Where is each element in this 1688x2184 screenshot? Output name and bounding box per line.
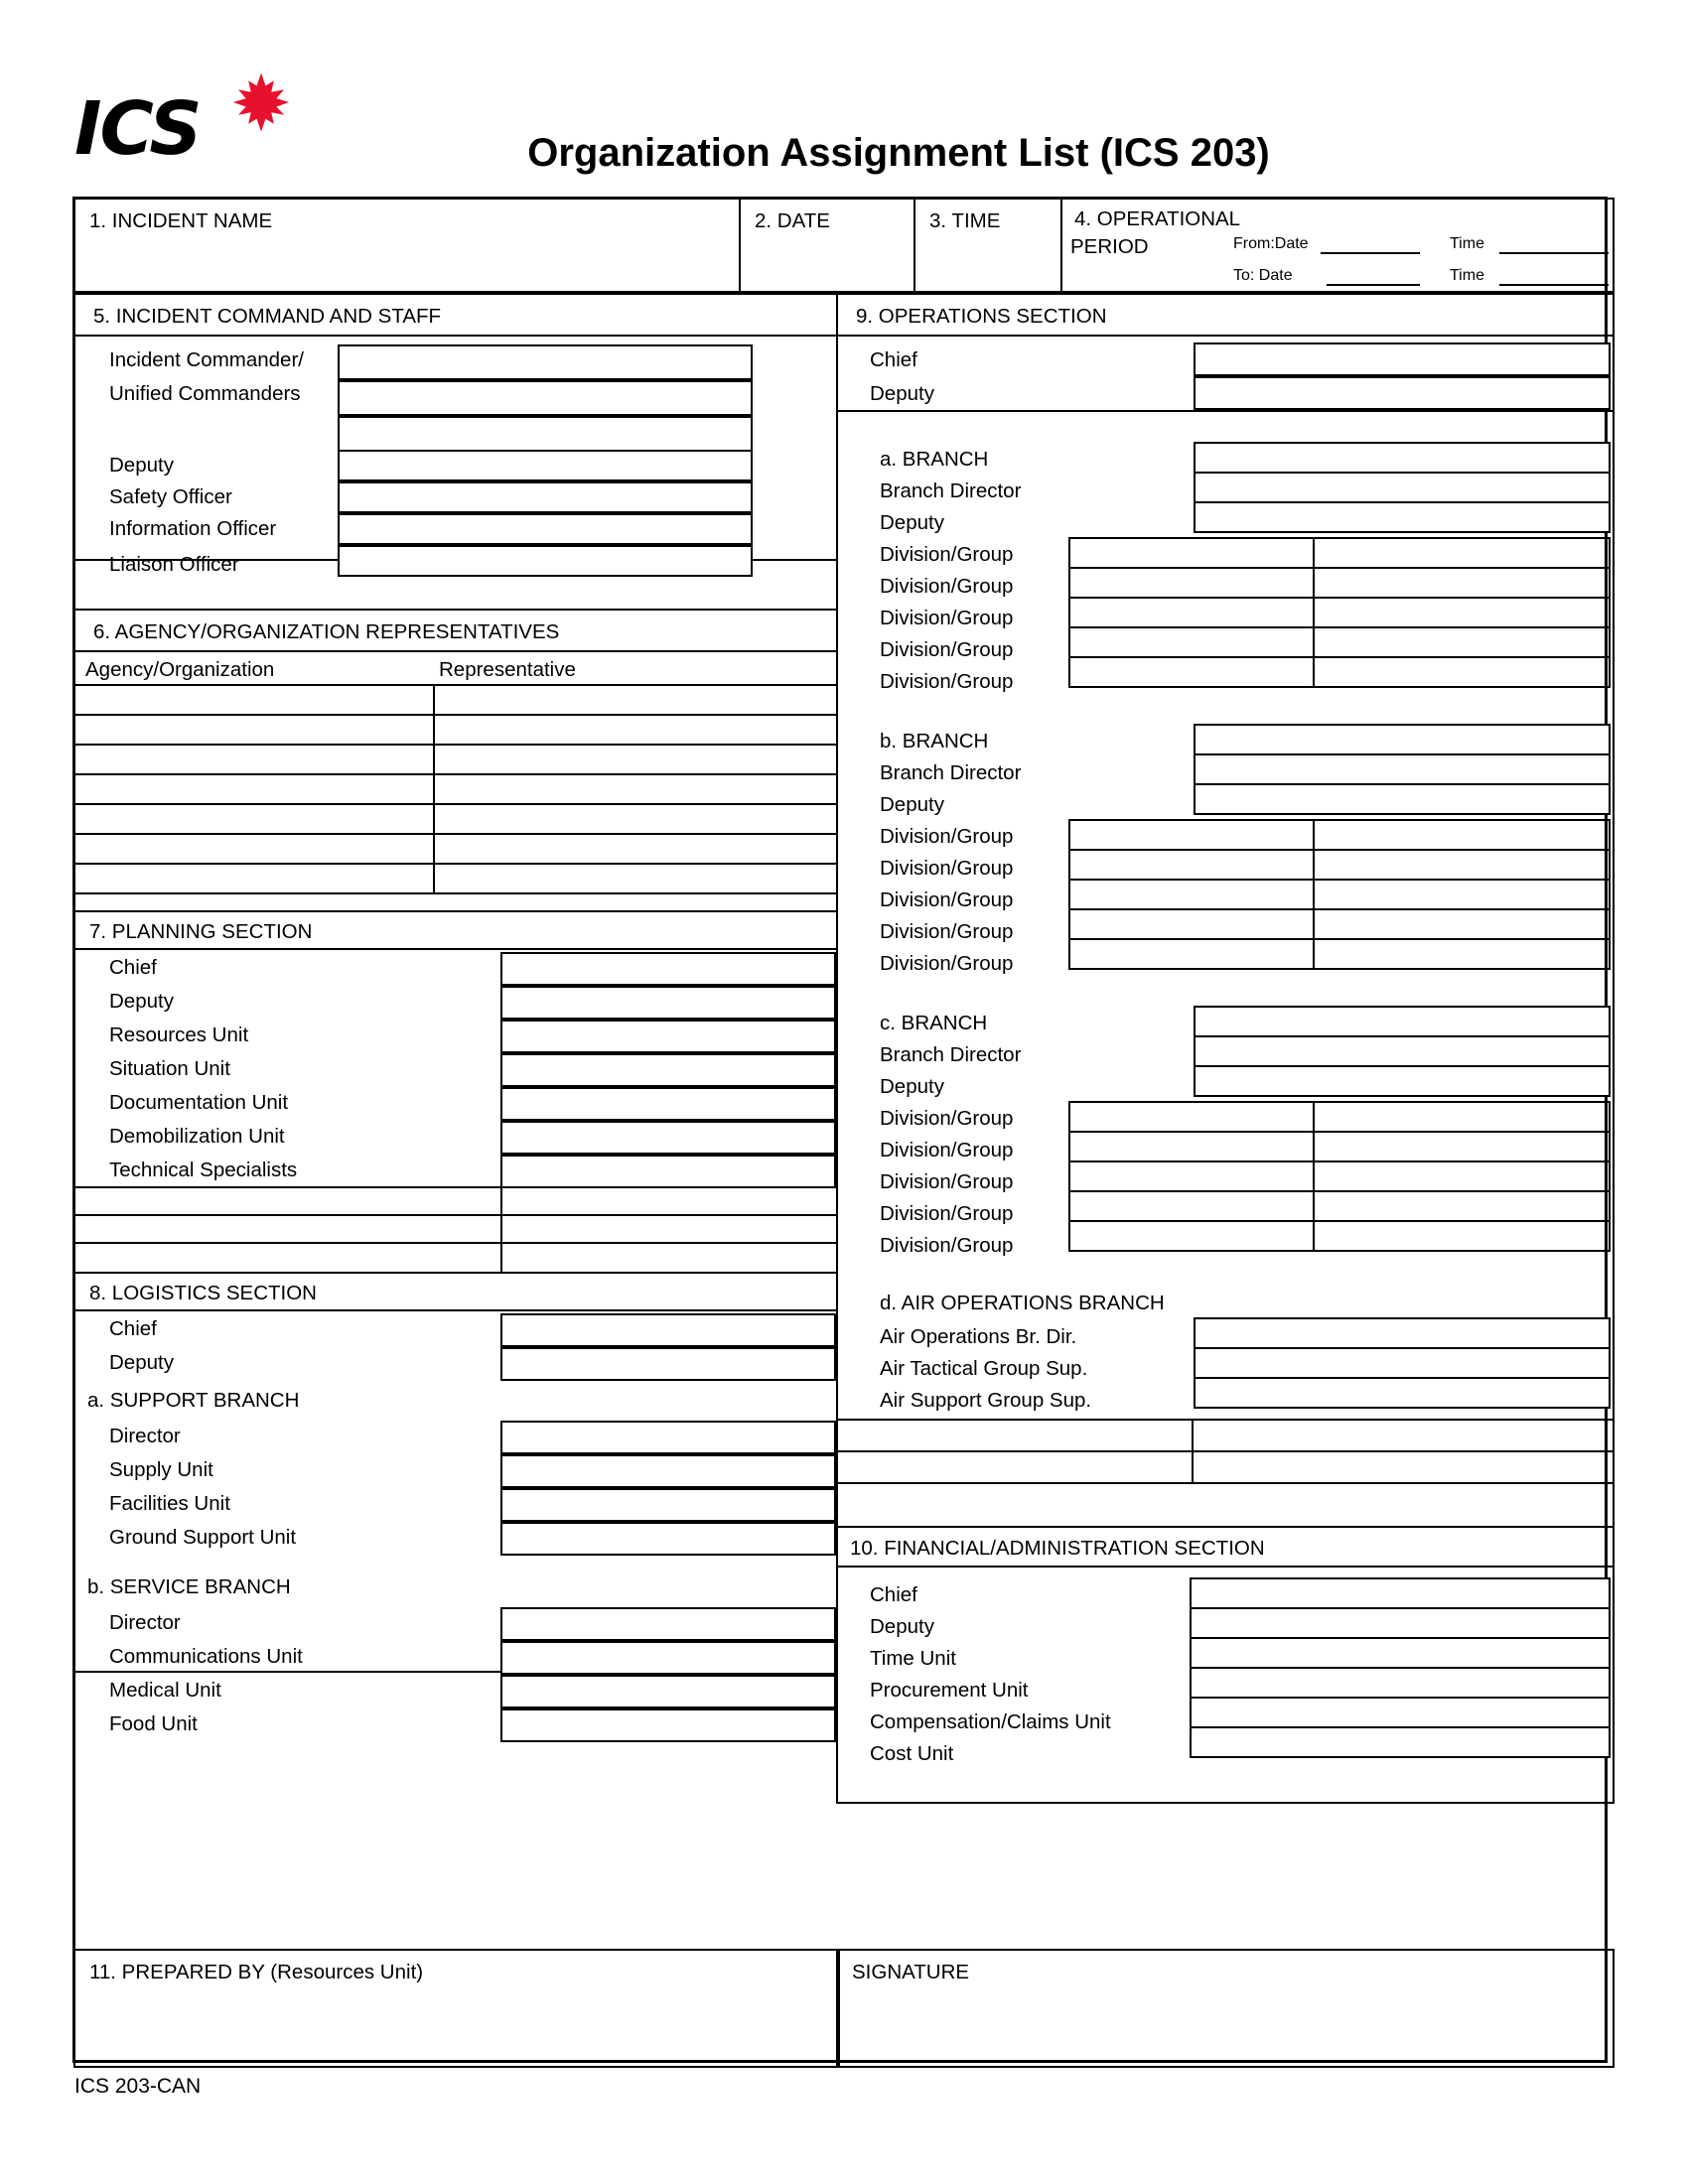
input-branch-b-name[interactable] — [1194, 724, 1611, 755]
section-7-heading: 7. PLANNING SECTION — [89, 920, 313, 943]
section-7-heading-box — [73, 910, 838, 950]
time-label: 3. TIME — [929, 209, 1001, 232]
operational-period-label: 4. OPERATIONAL — [1074, 207, 1241, 230]
input-branch-a-div-2-value[interactable] — [1313, 567, 1611, 599]
input-branch-c-div-1-name[interactable] — [1068, 1101, 1315, 1133]
to-date-input[interactable] — [1327, 284, 1420, 286]
section-9-body — [836, 337, 1615, 1528]
form-frame — [72, 197, 1608, 2063]
cell-rep-5[interactable] — [433, 803, 838, 835]
row-label-branch-b-div-4: Division/Group — [880, 920, 1014, 943]
input-branch-c-div-2-name[interactable] — [1068, 1131, 1315, 1162]
row-label-support-director: Director — [109, 1425, 181, 1447]
cell-planning-blank-value-1[interactable] — [500, 1186, 838, 1216]
date-label: 2. DATE — [755, 209, 830, 232]
input-air-ops-director[interactable] — [1194, 1317, 1611, 1349]
input-air-tactical-group-sup[interactable] — [1194, 1347, 1611, 1379]
row-label-branch-a-deputy: Deputy — [880, 511, 944, 534]
cell-agency-7[interactable] — [73, 863, 435, 894]
input-communications-unit[interactable] — [500, 1641, 836, 1675]
input-branch-b-div-1-name[interactable] — [1068, 819, 1315, 851]
input-branch-c-div-3-value[interactable] — [1313, 1160, 1611, 1192]
row-label-situation-unit: Situation Unit — [109, 1057, 230, 1080]
row-label-branch-a-div-2: Division/Group — [880, 575, 1014, 598]
field-incident-name[interactable] — [73, 198, 741, 293]
ops-divider-1 — [836, 410, 1615, 442]
prepared-by-label: 11. PREPARED BY (Resources Unit) — [89, 1961, 424, 1983]
row-label-resources-unit: Resources Unit — [109, 1024, 249, 1046]
input-branch-b-div-3-value[interactable] — [1313, 879, 1611, 910]
input-food-unit[interactable] — [500, 1708, 836, 1742]
row-label-finance-deputy: Deputy — [870, 1615, 934, 1638]
input-service-director[interactable] — [500, 1607, 836, 1641]
row-label-ops-deputy: Deputy — [870, 382, 934, 405]
row-label-supply-unit: Supply Unit — [109, 1458, 213, 1481]
input-branch-a-div-3-name[interactable] — [1068, 597, 1315, 628]
row-label-logistics-chief: Chief — [109, 1317, 157, 1340]
row-label-compensation-claims-unit: Compensation/Claims Unit — [870, 1710, 1111, 1733]
input-branch-c-div-2-value[interactable] — [1313, 1131, 1611, 1162]
input-ground-support-unit[interactable] — [500, 1522, 836, 1556]
cell-planning-blank-value-2[interactable] — [500, 1214, 838, 1244]
air-operations-branch-heading: d. AIR OPERATIONS BRANCH — [880, 1292, 1165, 1314]
signature-label: SIGNATURE — [852, 1961, 970, 1983]
to-date-label: To: Date — [1233, 267, 1293, 284]
row-label-ground-support-unit: Ground Support Unit — [109, 1526, 297, 1549]
input-branch-a-name[interactable] — [1194, 442, 1611, 474]
input-branch-b-director[interactable] — [1194, 753, 1611, 785]
row-label-branch-a-div-3: Division/Group — [880, 607, 1014, 629]
input-ops-chief[interactable] — [1194, 342, 1611, 376]
row-label-time-unit: Time Unit — [870, 1647, 956, 1670]
row-label-food-unit: Food Unit — [109, 1712, 198, 1735]
input-branch-b-div-4-value[interactable] — [1313, 908, 1611, 940]
input-documentation-unit[interactable] — [500, 1087, 836, 1121]
row-label-demobilization-unit: Demobilization Unit — [109, 1125, 285, 1148]
row-label-branch-b-div-5: Division/Group — [880, 952, 1014, 975]
section-9-heading-box — [836, 293, 1615, 337]
input-branch-c-deputy[interactable] — [1194, 1065, 1611, 1097]
cell-air-blank-value-1[interactable] — [1192, 1419, 1615, 1452]
input-branch-a-div-5-value[interactable] — [1313, 656, 1611, 688]
input-branch-a-div-1-name[interactable] — [1068, 537, 1315, 569]
to-time-input[interactable] — [1499, 284, 1609, 286]
input-incident-commander-2[interactable] — [338, 380, 753, 416]
input-logistics-deputy[interactable] — [500, 1347, 836, 1381]
row-label-branch-a-div-1: Division/Group — [880, 543, 1014, 566]
from-time-label: Time — [1450, 235, 1484, 252]
input-branch-c-name[interactable] — [1194, 1006, 1611, 1037]
cell-rep-6[interactable] — [433, 833, 838, 865]
input-cost-unit[interactable] — [1190, 1726, 1611, 1758]
row-label-branch-b-deputy: Deputy — [880, 793, 944, 816]
cell-air-blank-value-2[interactable] — [1192, 1450, 1615, 1484]
input-branch-a-deputy[interactable] — [1194, 501, 1611, 533]
row-label-branch-c-div-3: Division/Group — [880, 1170, 1014, 1193]
section-5-heading-box — [73, 293, 838, 337]
field-signature[interactable] — [836, 1949, 1615, 2068]
section-6-heading: 6. AGENCY/ORGANIZATION REPRESENTATIVES — [93, 620, 560, 643]
row-label-medical-unit: Medical Unit — [109, 1679, 221, 1702]
field-date[interactable] — [739, 198, 915, 293]
page-title — [0, 131, 1688, 176]
input-branch-a-div-3-value[interactable] — [1313, 597, 1611, 628]
input-branch-b-div-3-name[interactable] — [1068, 879, 1315, 910]
cell-rep-2[interactable] — [433, 714, 838, 746]
row-label-documentation-unit: Documentation Unit — [109, 1091, 289, 1114]
input-liaison-officer[interactable] — [338, 545, 753, 577]
input-branch-b-div-5-value[interactable] — [1313, 938, 1611, 970]
row-label-branch-a-director: Branch Director — [880, 479, 1022, 502]
input-branch-c-div-3-name[interactable] — [1068, 1160, 1315, 1192]
section-10-heading-box — [836, 1526, 1615, 1568]
row-label-facilities-unit: Facilities Unit — [109, 1492, 230, 1515]
logo-text: ICS — [74, 86, 201, 172]
form-header — [0, 0, 1688, 199]
input-planning-deputy[interactable] — [500, 986, 836, 1020]
row-label-finance-chief: Chief — [870, 1583, 917, 1606]
row-label-information-officer: Information Officer — [109, 517, 277, 540]
cell-rep-7[interactable] — [433, 863, 838, 894]
col-header-agency: Agency/Organization — [85, 658, 275, 681]
input-branch-b-div-2-value[interactable] — [1313, 849, 1611, 881]
cell-air-blank-label-1[interactable] — [836, 1419, 1194, 1452]
field-time[interactable] — [914, 198, 1062, 293]
branch-a-heading: a. BRANCH — [880, 448, 989, 471]
input-branch-c-director[interactable] — [1194, 1035, 1611, 1067]
row-label-branch-b-director: Branch Director — [880, 761, 1022, 784]
input-branch-a-div-4-name[interactable] — [1068, 626, 1315, 658]
row-label-cost-unit: Cost Unit — [870, 1742, 954, 1765]
input-information-officer[interactable] — [338, 513, 753, 545]
section-8-heading-box — [73, 1272, 838, 1311]
input-compensation-claims-unit[interactable] — [1190, 1697, 1611, 1728]
cell-rep-4[interactable] — [433, 773, 838, 805]
section-10-heading: 10. FINANCIAL/ADMINISTRATION SECTION — [850, 1537, 1265, 1560]
row-label-branch-b-div-2: Division/Group — [880, 857, 1014, 880]
field-operational-period[interactable] — [1060, 198, 1615, 293]
col-header-representative: Representative — [439, 658, 576, 681]
row-label-branch-c-div-1: Division/Group — [880, 1107, 1014, 1130]
cell-agency-4[interactable] — [73, 773, 435, 805]
branch-b-heading: b. BRANCH — [880, 730, 989, 752]
row-label-branch-c-div-4: Division/Group — [880, 1202, 1014, 1225]
page-title-text: Organization Assignment List (ICS 203) — [527, 131, 1270, 175]
cell-planning-blank-label-2[interactable] — [73, 1214, 502, 1244]
input-incident-commander-3[interactable] — [338, 416, 753, 452]
subsection-service-branch-heading: b. SERVICE BRANCH — [87, 1575, 291, 1598]
cell-agency-2[interactable] — [73, 714, 435, 746]
input-supply-unit[interactable] — [500, 1454, 836, 1488]
row-label-planning-chief: Chief — [109, 956, 157, 979]
input-air-support-group-sup[interactable] — [1194, 1377, 1611, 1409]
input-medical-unit[interactable] — [500, 1675, 836, 1708]
input-time-unit[interactable] — [1190, 1637, 1611, 1669]
cell-rep-3[interactable] — [433, 744, 838, 775]
field-prepared-by[interactable] — [73, 1949, 840, 2068]
row-label-branch-c-director: Branch Director — [880, 1043, 1022, 1066]
cell-air-blank-label-2[interactable] — [836, 1450, 1194, 1484]
form-footer: ICS 203-CAN — [74, 2075, 202, 2098]
input-procurement-unit[interactable] — [1190, 1667, 1611, 1699]
subsection-support-branch-heading: a. SUPPORT BRANCH — [87, 1389, 300, 1412]
section-9-heading: 9. OPERATIONS SECTION — [856, 305, 1107, 328]
input-support-director[interactable] — [500, 1421, 836, 1454]
row-label-branch-c-div-2: Division/Group — [880, 1139, 1014, 1161]
input-finance-deputy[interactable] — [1190, 1607, 1611, 1639]
input-logistics-chief[interactable] — [500, 1313, 836, 1347]
input-branch-b-deputy[interactable] — [1194, 783, 1611, 815]
row-label-branch-c-div-5: Division/Group — [880, 1234, 1014, 1257]
input-branch-c-div-5-name[interactable] — [1068, 1220, 1315, 1252]
input-safety-officer[interactable] — [338, 481, 753, 513]
cell-agency-5[interactable] — [73, 803, 435, 835]
input-branch-b-div-4-name[interactable] — [1068, 908, 1315, 940]
input-branch-b-div-2-name[interactable] — [1068, 849, 1315, 881]
section-5-body — [73, 337, 838, 576]
row-label-branch-b-div-3: Division/Group — [880, 888, 1014, 911]
row-label-communications-unit: Communications Unit — [109, 1645, 303, 1668]
row-label-deputy: Deputy — [109, 454, 174, 477]
input-branch-a-div-2-name[interactable] — [1068, 567, 1315, 599]
input-branch-c-div-4-value[interactable] — [1313, 1190, 1611, 1222]
row-label-planning-deputy: Deputy — [109, 990, 174, 1013]
row-label-branch-a-div-4: Division/Group — [880, 638, 1014, 661]
row-label-incident-commander: Incident Commander/ — [109, 348, 304, 371]
row-label-service-director: Director — [109, 1611, 181, 1634]
from-time-input[interactable] — [1499, 252, 1609, 254]
section-10 — [836, 1526, 1615, 1804]
input-ops-deputy[interactable] — [1194, 376, 1611, 410]
section-5-heading: 5. INCIDENT COMMAND AND STAFF — [93, 305, 442, 328]
from-date-label: From:Date — [1233, 235, 1309, 252]
row-label-liaison-officer: Liaison Officer — [109, 553, 239, 576]
input-branch-a-div-1-value[interactable] — [1313, 537, 1611, 569]
input-branch-a-director[interactable] — [1194, 472, 1611, 503]
maple-leaf-icon — [229, 70, 293, 134]
incident-name-label: 1. INCIDENT NAME — [89, 209, 273, 232]
input-branch-a-div-5-name[interactable] — [1068, 656, 1315, 688]
input-branch-c-div-5-value[interactable] — [1313, 1220, 1611, 1252]
cell-agency-1[interactable] — [73, 684, 435, 716]
section-6 — [73, 609, 838, 912]
row-label-logistics-deputy: Deputy — [109, 1351, 174, 1374]
row-label-technical-specialists: Technical Specialists — [109, 1159, 298, 1181]
row-label-branch-a-div-5: Division/Group — [880, 670, 1014, 693]
row-label-air-ops-director: Air Operations Br. Dir. — [880, 1325, 1077, 1348]
row-label-unified-commanders: Unified Commanders — [109, 382, 301, 405]
input-branch-c-div-4-name[interactable] — [1068, 1190, 1315, 1222]
cell-agency-6[interactable] — [73, 833, 435, 865]
input-branch-b-div-5-name[interactable] — [1068, 938, 1315, 970]
row-label-procurement-unit: Procurement Unit — [870, 1679, 1029, 1702]
input-branch-a-div-4-value[interactable] — [1313, 626, 1611, 658]
operational-period-label-2: PERIOD — [1070, 235, 1149, 258]
cell-agency-3[interactable] — [73, 744, 435, 775]
row-label-air-tactical-group-sup: Air Tactical Group Sup. — [880, 1357, 1088, 1380]
row-label-branch-c-deputy: Deputy — [880, 1075, 944, 1098]
branch-c-heading: c. BRANCH — [880, 1012, 988, 1034]
cell-planning-blank-label-1[interactable] — [73, 1186, 502, 1216]
row-label-branch-b-div-1: Division/Group — [880, 825, 1014, 848]
row-label-safety-officer: Safety Officer — [109, 485, 232, 508]
input-demobilization-unit[interactable] — [500, 1121, 836, 1155]
input-technical-specialists[interactable] — [500, 1155, 836, 1188]
input-finance-chief[interactable] — [1190, 1577, 1611, 1609]
row-label-air-support-group-sup: Air Support Group Sup. — [880, 1389, 1092, 1412]
section-8 — [73, 1244, 838, 1735]
input-incident-commander-1[interactable] — [338, 344, 753, 380]
cell-rep-1[interactable] — [433, 684, 838, 716]
input-resources-unit[interactable] — [500, 1020, 836, 1053]
section-8-heading: 8. LOGISTICS SECTION — [89, 1282, 317, 1304]
input-facilities-unit[interactable] — [500, 1488, 836, 1522]
section-6-header-row — [73, 650, 838, 686]
input-branch-c-div-1-value[interactable] — [1313, 1101, 1611, 1133]
section-6-heading-box — [73, 609, 838, 652]
input-situation-unit[interactable] — [500, 1053, 836, 1087]
input-planning-chief[interactable] — [500, 952, 836, 986]
from-date-input[interactable] — [1321, 252, 1420, 254]
input-branch-b-div-1-value[interactable] — [1313, 819, 1611, 851]
section-7 — [73, 910, 838, 1244]
row-label-ops-chief: Chief — [870, 348, 917, 371]
to-time-label: Time — [1450, 267, 1484, 284]
input-deputy[interactable] — [338, 450, 753, 481]
